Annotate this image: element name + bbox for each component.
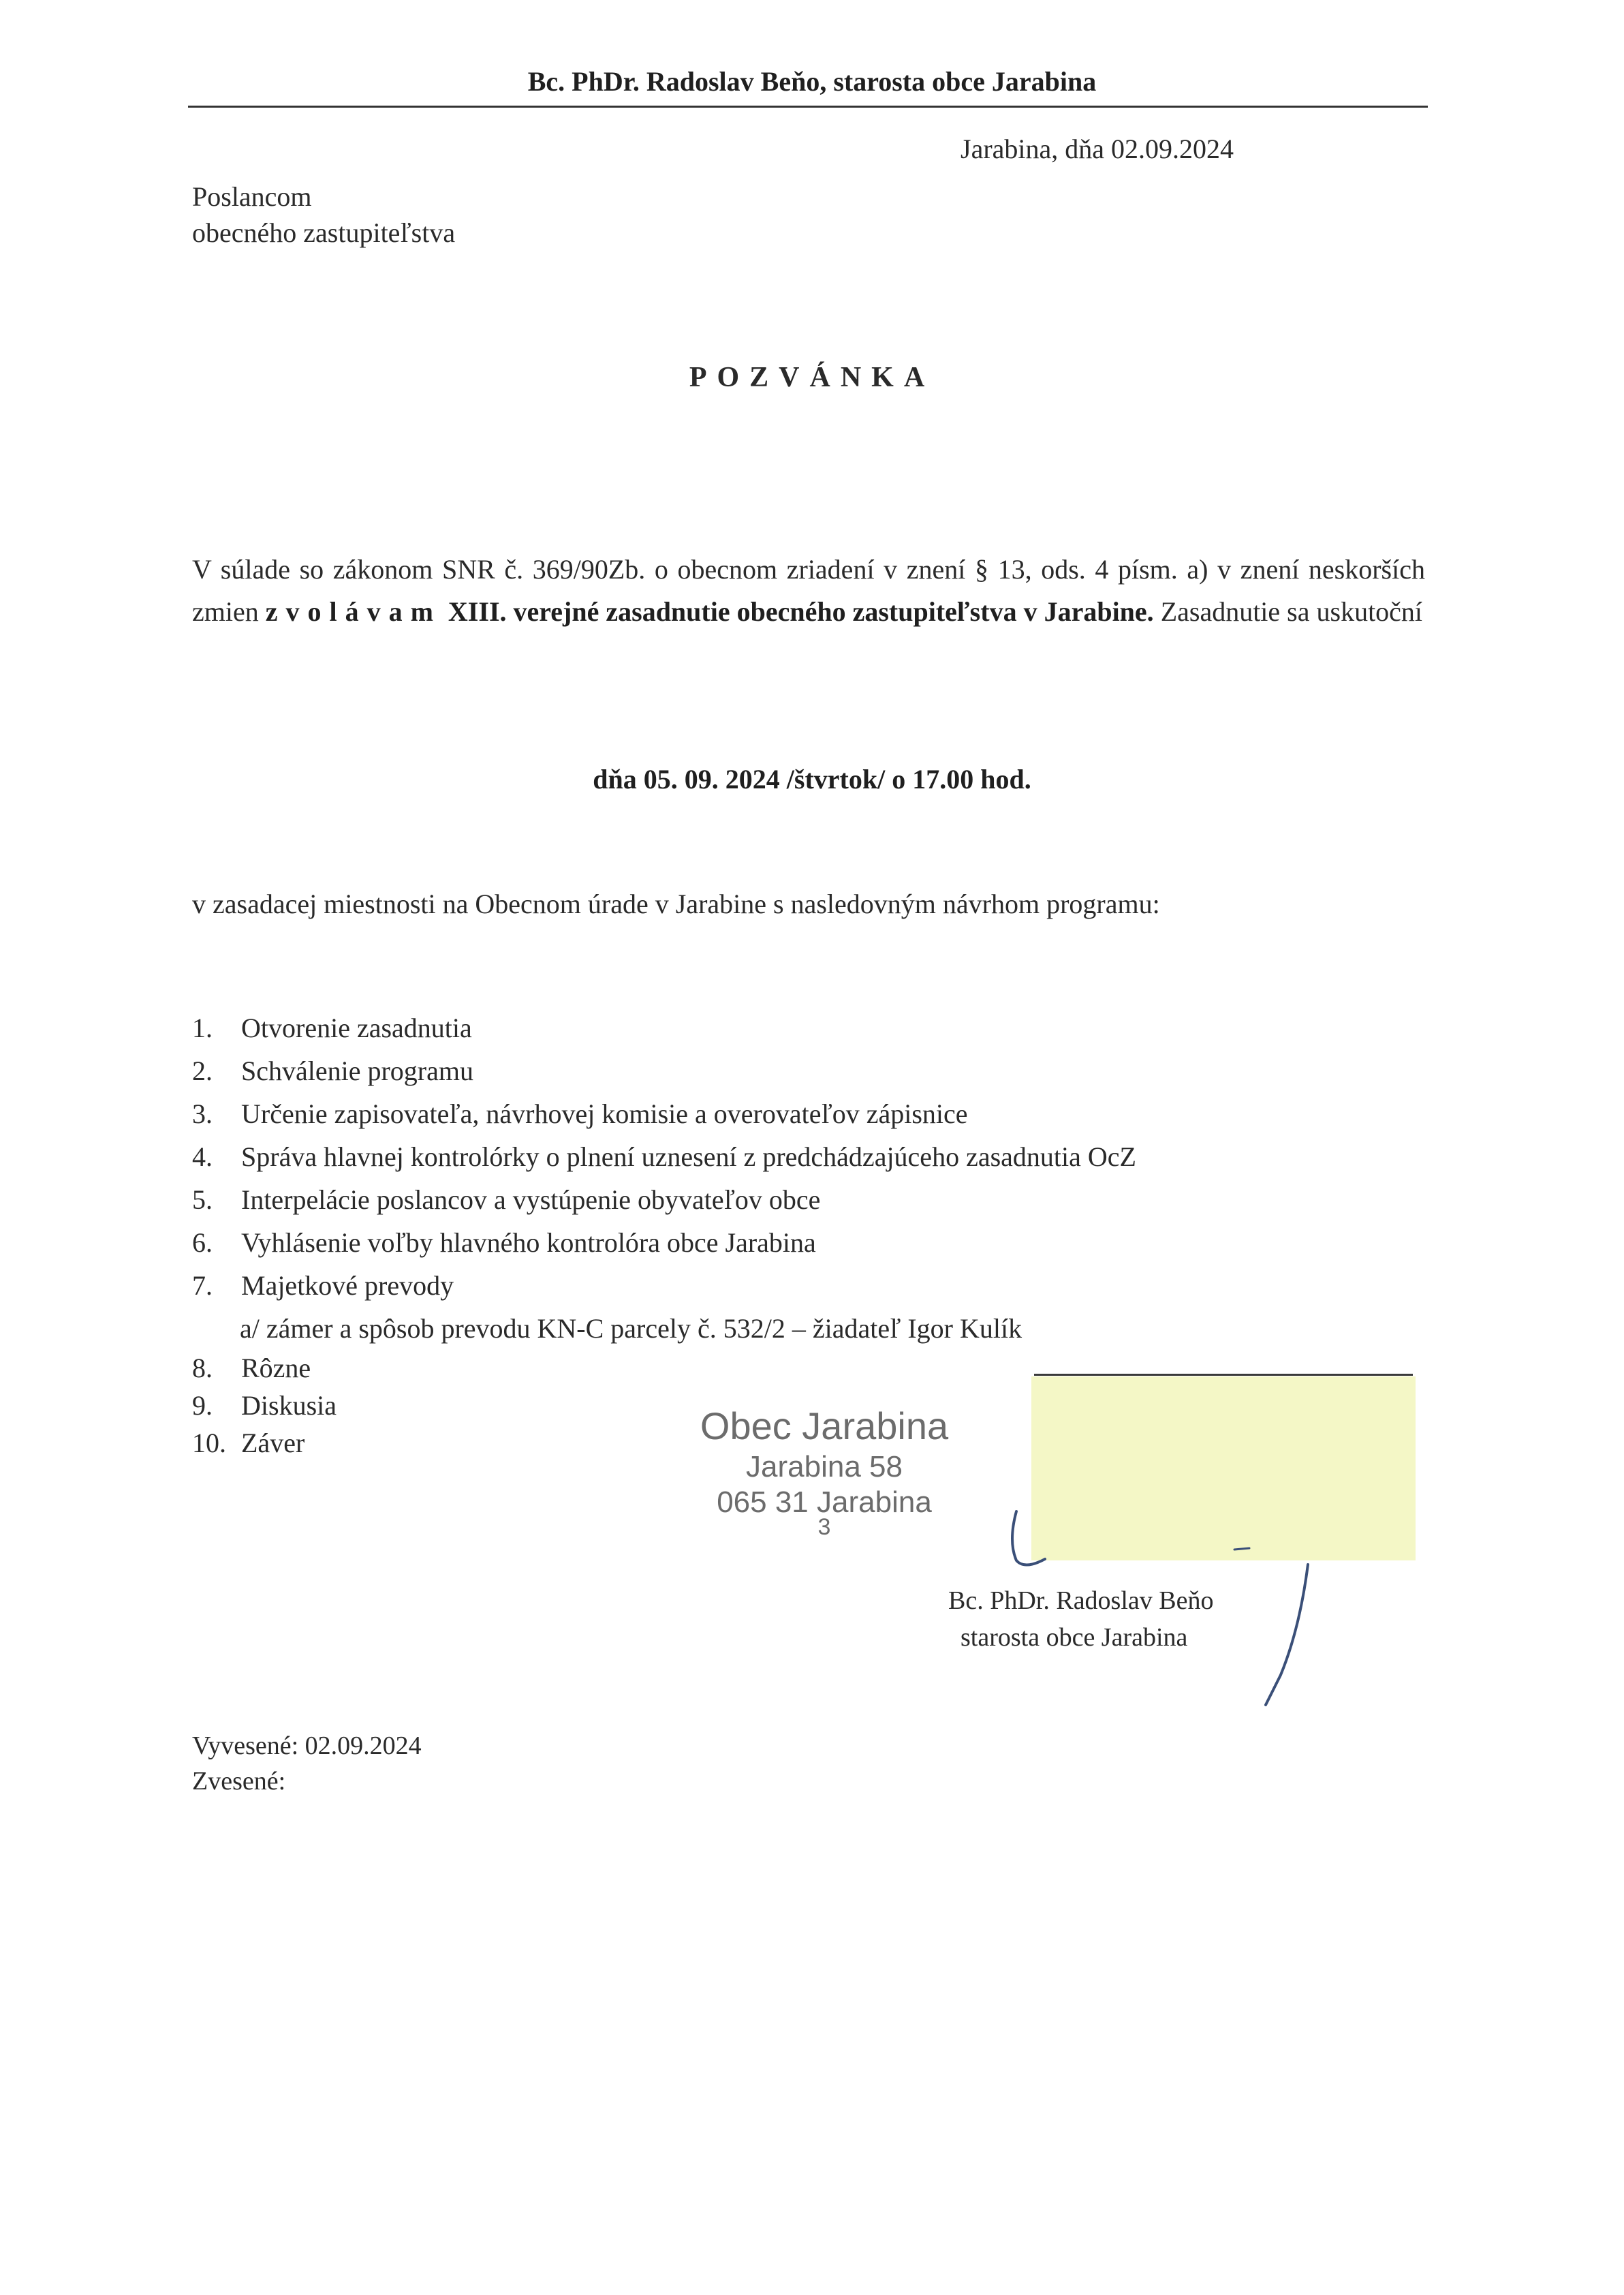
agenda-number: 6. bbox=[192, 1227, 213, 1258]
signatory-role: starosta obce Jarabina bbox=[961, 1623, 1188, 1652]
agenda-number: 7. bbox=[192, 1270, 213, 1301]
meeting-venue: v zasadacej miestnosti na Obecnom úrade v Jarabine s nasledovným návrhom programu: bbox=[192, 889, 1160, 919]
agenda-subitem: a/ zámer a spôsob prevodu KN-C parcely č. 532/2 – žiadateľ Igor Kulík bbox=[240, 1313, 1022, 1344]
body-convene: zvolávam bbox=[265, 596, 441, 627]
agenda-text: Majetkové prevody bbox=[241, 1270, 454, 1301]
agenda-number: 4. bbox=[192, 1141, 213, 1172]
agenda-text: Záver bbox=[241, 1428, 305, 1458]
agenda-number: 1. bbox=[192, 1013, 213, 1043]
stamp-number: 3 bbox=[817, 1514, 831, 1540]
signatory-name: Bc. PhDr. Radoslav Beňo bbox=[948, 1586, 1214, 1615]
stamp-address-1: Jarabina 58 bbox=[746, 1450, 903, 1483]
agenda-text: Rôzne bbox=[241, 1353, 311, 1383]
recipient-line-2: obecného zastupiteľstva bbox=[192, 217, 456, 248]
posted-date: Vyvesené: 02.09.2024 bbox=[192, 1731, 422, 1760]
recipient-line-1: Poslancom bbox=[192, 181, 312, 212]
removed-date: Zvesené: bbox=[192, 1767, 286, 1796]
document-title: POZVÁNKA bbox=[689, 362, 935, 393]
agenda-text: Diskusia bbox=[241, 1390, 337, 1421]
stamp-name: Obec Jarabina bbox=[700, 1404, 949, 1447]
agenda-number: 3. bbox=[192, 1098, 213, 1129]
agenda-text: Správa hlavnej kontrolórky o plnení uznesení z predchádzajúceho zasadnutia OcZ bbox=[241, 1141, 1136, 1172]
agenda-number: 9. bbox=[192, 1390, 213, 1421]
body-text-1: V súlade so zákonom SNR č. 369/90Zb. o obecnom zriadení v znení § 13, ods. 4 písm. a) v znení neskorších zmien bbox=[192, 554, 1425, 627]
letterhead-name: Bc. PhDr. Radoslav Beňo, starosta obce Jarabina bbox=[527, 66, 1097, 97]
date-line: Jarabina, dňa 02.09.2024 bbox=[961, 134, 1234, 164]
body-text-3: Zasadnutie sa uskutoční bbox=[1153, 596, 1423, 627]
agenda-number: 2. bbox=[192, 1056, 213, 1086]
stamp-address-2: 065 31 Jarabina bbox=[717, 1485, 932, 1519]
body-text-2: XIII. verejné zasadnutie obecného zastupiteľstva v Jarabine. bbox=[441, 596, 1154, 627]
agenda-text: Interpelácie poslancov a vystúpenie obyvateľov obce bbox=[241, 1184, 821, 1215]
agenda-number: 10. bbox=[192, 1428, 226, 1458]
meeting-time: dňa 05. 09. 2024 /štvrtok/ o 17.00 hod. bbox=[593, 764, 1031, 795]
agenda-text: Určenie zapisovateľa, návrhovej komisie a overovateľov zápisnice bbox=[241, 1098, 968, 1129]
agenda-text: Otvorenie zasadnutia bbox=[241, 1013, 472, 1043]
agenda-number: 5. bbox=[192, 1184, 213, 1215]
agenda-text: Vyhlásenie voľby hlavného kontrolóra obce Jarabina bbox=[241, 1227, 816, 1258]
agenda-number: 8. bbox=[192, 1353, 213, 1383]
agenda-text: Schválenie programu bbox=[241, 1056, 473, 1086]
